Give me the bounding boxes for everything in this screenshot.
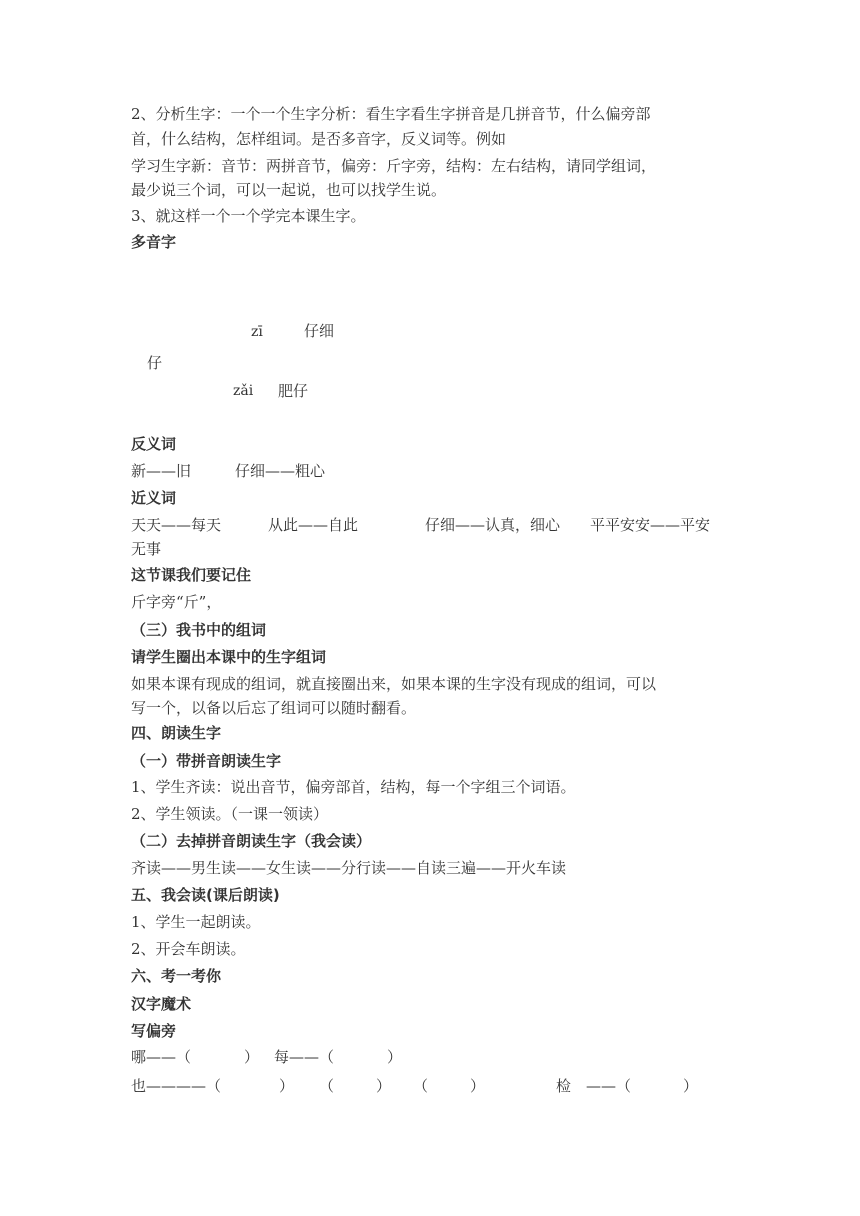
paragraph-line: 写一个，以备以后忘了组词可以随时翻看。 <box>131 699 417 717</box>
fill-ye-close: ） <box>279 1077 295 1095</box>
heading-antonym: 反义词 <box>131 435 177 453</box>
heading-pinyin-read: （一）带拼音朗读生字 <box>131 752 282 770</box>
antonym-pair: 仔细——粗心 <box>235 462 326 480</box>
paragraph-line: 斤字旁“斤”， <box>131 593 222 611</box>
heading-remember: 这节课我们要记住 <box>131 566 252 584</box>
fill-ye-close: ） <box>470 1077 486 1095</box>
heading-circle-words: 请学生圈出本课中的生字组词 <box>131 648 327 666</box>
fill-ye-open: （ <box>413 1077 429 1095</box>
paragraph-line: 最少说三个词，可以一起说，也可以找学生说。 <box>131 181 447 199</box>
paragraph-line: 如果本课有现成的组词，就直接圈出来，如果本课的生字没有现成的组词，可以 <box>131 675 657 693</box>
synonym-pair: 平平安安——平安 <box>590 516 711 534</box>
heading-synonym: 近义词 <box>131 489 177 507</box>
char-zi: 仔 <box>147 354 163 372</box>
synonym-pair-cont: 无事 <box>131 540 162 558</box>
synonym-pair: 从此——自此 <box>268 516 359 534</box>
heading-no-pinyin-read: （二）去掉拼音朗读生字（我会读） <box>131 832 372 850</box>
paragraph-line: 1、学生齐读：说出音节，偏旁部首，结构，每一个字组三个词语。 <box>131 778 576 796</box>
fill-ye: 也————（ <box>131 1077 222 1095</box>
fill-mei-close: ） <box>387 1048 403 1066</box>
heading-six: 六、考一考你 <box>131 967 222 985</box>
fill-ye-open: （ <box>319 1077 335 1095</box>
fill-mei: 每——（ <box>274 1048 335 1066</box>
heading-five: 五、我会读(课后朗读) <box>131 886 280 904</box>
heading-magic: 汉字魔术 <box>131 995 192 1013</box>
word-feizai: 肥仔 <box>278 382 309 400</box>
paragraph-line: 齐读——男生读——女生读——分行读——自读三遍——开火车读 <box>131 859 567 877</box>
fill-na: 哪——（ <box>131 1048 192 1066</box>
fill-na-close: ） <box>244 1048 260 1066</box>
heading-section-3: （三）我书中的组词 <box>131 621 267 639</box>
heading-radicals: 写偏旁 <box>131 1022 177 1040</box>
fill-ye-close: ） <box>376 1077 392 1095</box>
word-zixi: 仔细 <box>304 322 335 340</box>
paragraph-line: 2、开会车朗读。 <box>131 940 246 958</box>
paragraph-line: 2、分析生字：一个一个生字分析：看生字看生字拼音是几拼音节，什么偏旁部 <box>131 105 651 123</box>
antonym-pair: 新——旧 <box>131 462 192 480</box>
heading-four: 四、朗读生字 <box>131 724 222 742</box>
paragraph-line: 学习生字新：音节：两拼音节，偏旁：斤字旁，结构：左右结构，请同学组词， <box>131 157 657 175</box>
fill-jian: 检 <box>556 1077 572 1095</box>
fill-jian-close: ） <box>683 1077 699 1095</box>
paragraph-line: 1、学生一起朗读。 <box>131 913 261 931</box>
pinyin-zai: zǎi <box>233 383 254 399</box>
paragraph-line: 3、就这样一个一个学完本课生字。 <box>131 207 366 225</box>
heading-polyphone: 多音字 <box>131 233 177 251</box>
fill-jian-dash: ——（ <box>586 1077 632 1095</box>
paragraph-line: 2、学生领读。（一课一领读） <box>131 805 329 823</box>
synonym-pair: 天天——每天 <box>131 516 222 534</box>
paragraph-line: 首，什么结构，怎样组词。是否多音字，反义词等。例如 <box>131 130 507 148</box>
synonym-pair: 仔细——认真，细心 <box>425 516 561 534</box>
pinyin-zi1: zī <box>251 324 263 340</box>
